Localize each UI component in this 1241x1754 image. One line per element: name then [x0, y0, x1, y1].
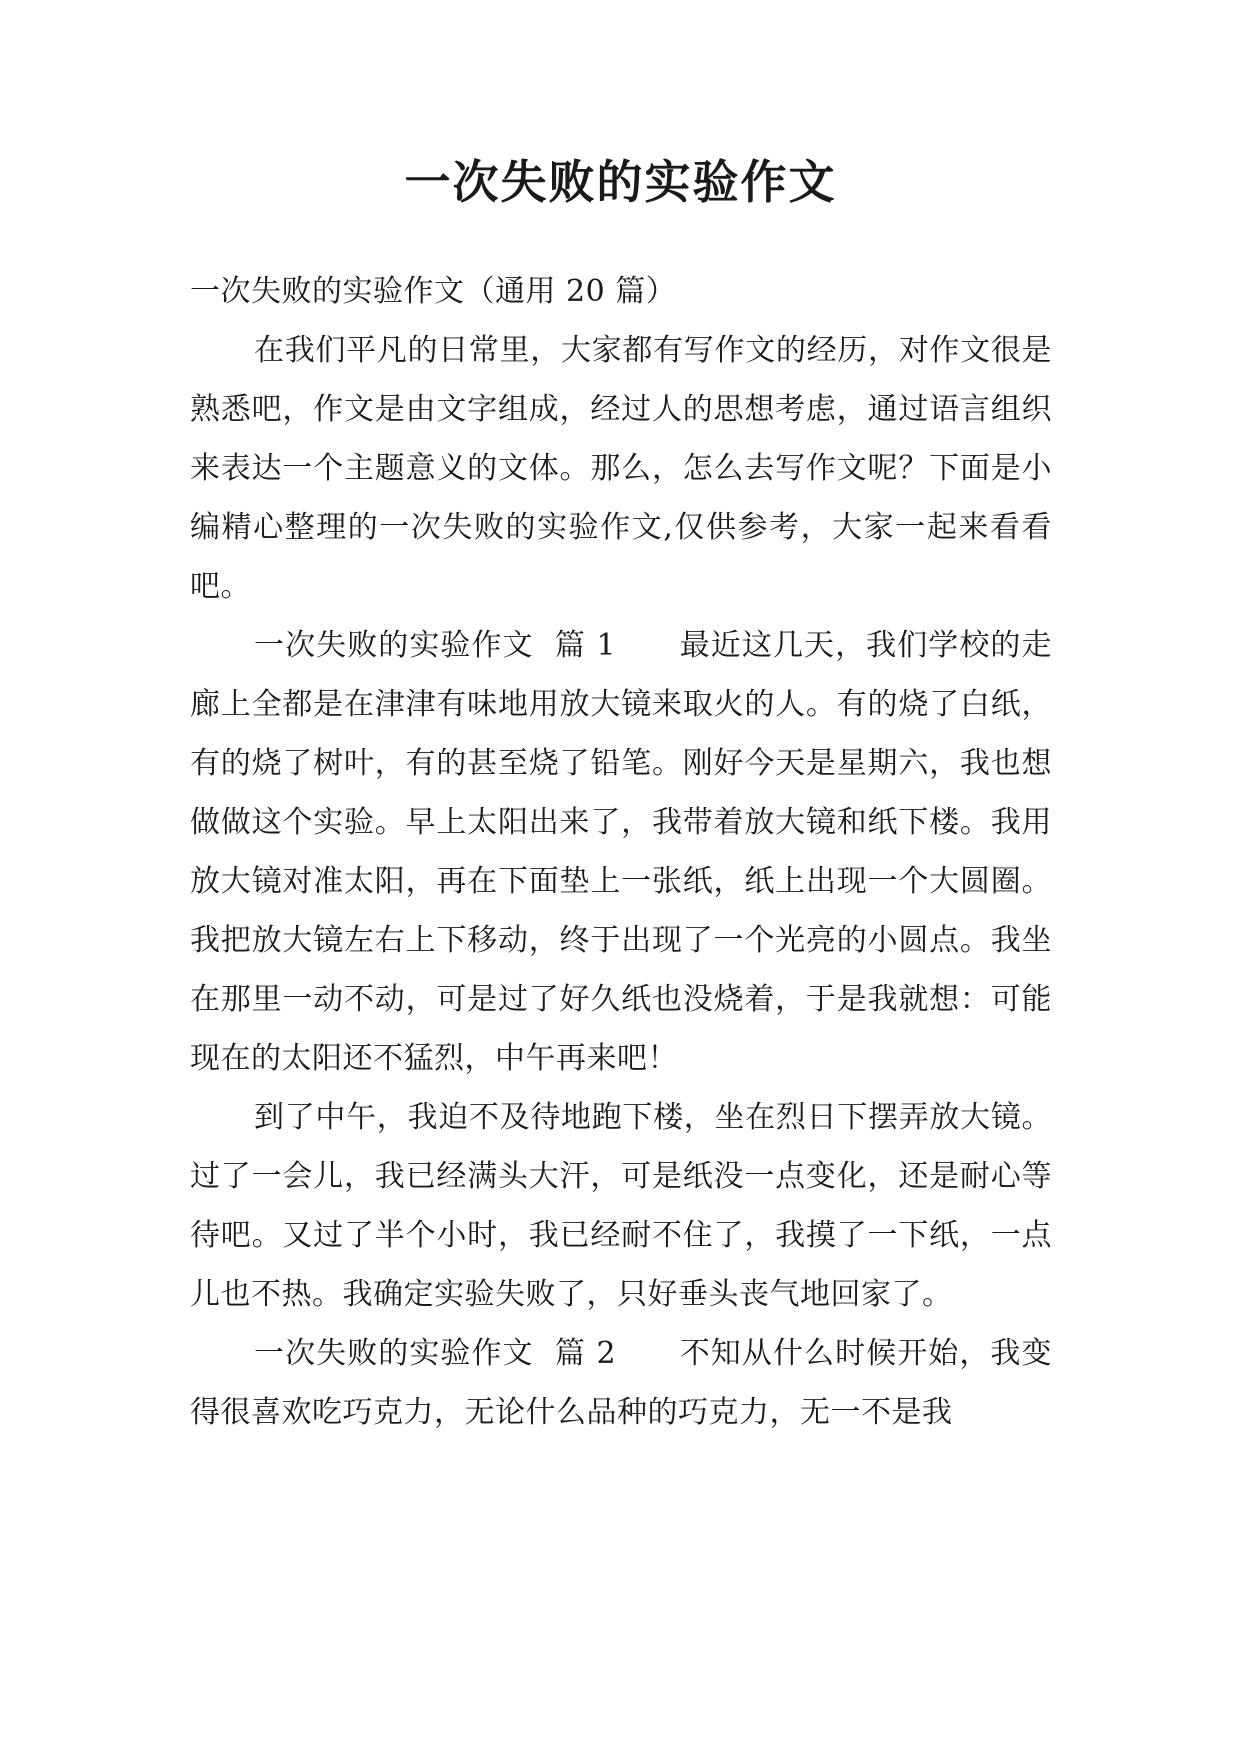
section-2-heading: 一次失败的实验作文 篇 2	[254, 1336, 680, 1371]
section-1-first-paragraph	[190, 616, 1052, 1088]
document-title: 一次失败的实验作文	[404, 155, 837, 209]
intro-paragraph: 在我们平凡的日常里，大家都有写作文的经历，对作文很是熟悉吧，作文是由文字组成，经过人的思想考虑，通过语言组织来表达一个主题意义的文体。那么，怎么去写作文呢？下面是小编精心整理的一次失败的实验作文,仅供参考，大家一起来看看吧。	[190, 333, 1052, 604]
section-2-paragraph-1-text: 不知从什么时候开始，我变得很喜欢吃巧克力，无论什么品种的巧克力，无一不是我	[190, 1336, 1052, 1430]
section-1-heading: 一次失败的实验作文 篇 1	[254, 628, 680, 663]
section-1-paragraph-1-text: 最近这几天，我们学校的走廊上全都是在津津有味地用放大镜来取火的人。有的烧了白纸，有的烧了树叶，有的甚至烧了铅笔。刚好今天是星期六，我也想做做这个实验。早上太阳出来了，我带着放大镜和纸下楼。我用放大镜对准太阳，再在下面垫上一张纸，纸上出现一个大圆圈。我把放大镜左右上下移动，终于出现了一个光亮的小圆点。我坐在那里一动不动，可是过了好久纸也没烧着，于是我就想：可能现在的太阳还不猛烈，中午再来吧！	[190, 628, 1052, 1076]
section-1-paragraph-2: 到了中午，我迫不及待地跑下楼，坐在烈日下摆弄放大镜。过了一会儿，我已经满头大汗，可是纸没一点变化，还是耐心等待吧。又过了半个小时，我已经耐不住了，我摸了一下纸，一点儿也不热。我确定实验失败了，只好垂头丧气地回家了。	[190, 1100, 1052, 1312]
document-subtitle: 一次失败的实验作文（通用 20 篇）	[190, 274, 677, 309]
document-body	[190, 262, 1052, 1442]
section-2-first-paragraph	[190, 1324, 1052, 1442]
